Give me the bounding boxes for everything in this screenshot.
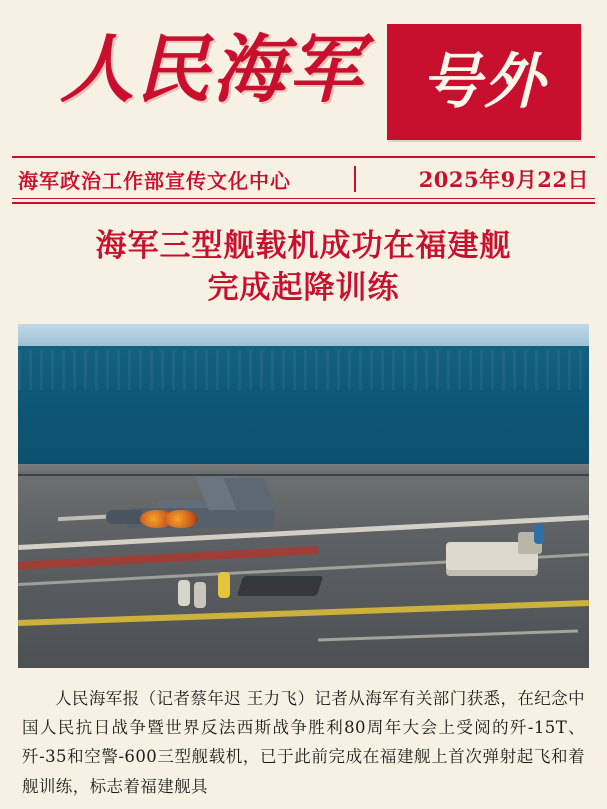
article-body: 人民海军报（记者蔡年迟 王力飞）记者从海军有关部门获悉，在纪念中国人民抗日战争暨世界反法西斯战争胜利80周年大会上受阅的歼-15T、歼-35和空警-600三型舰载机，已于此前完成在福建舰上首次弹射起飞和着舰训练，标志着福建舰具	[22, 688, 585, 796]
deck-crew-blue	[534, 524, 544, 544]
deck-crew-white-2	[194, 582, 206, 608]
extra-edition-label: 号外	[421, 47, 547, 117]
headline-line-1: 海军三型舰载机成功在福建舰	[95, 228, 512, 264]
page-title	[20, 226, 587, 310]
sky	[18, 324, 589, 346]
deck-mat	[237, 576, 323, 596]
jet-exhaust-right	[164, 510, 198, 528]
news-photo	[18, 324, 589, 668]
headline-line-2: 完成起降训练	[207, 269, 400, 306]
masthead	[0, 0, 607, 152]
fighter-jet	[106, 474, 296, 552]
deck-crew-white-1	[178, 580, 190, 606]
subheader-bar	[12, 156, 595, 204]
photo-scene	[18, 324, 589, 668]
newspaper-title: 人民海军	[60, 27, 364, 113]
jet-nose	[106, 510, 142, 524]
sea-sparkle	[18, 350, 589, 390]
publication-date: 2025年9月22日	[418, 167, 589, 192]
deck-crew-yellow	[218, 572, 230, 598]
extra-edition-badge	[387, 24, 581, 140]
publisher-organization: 海军政治工作部宣传文化中心	[18, 168, 291, 193]
subheader-divider	[354, 166, 356, 192]
